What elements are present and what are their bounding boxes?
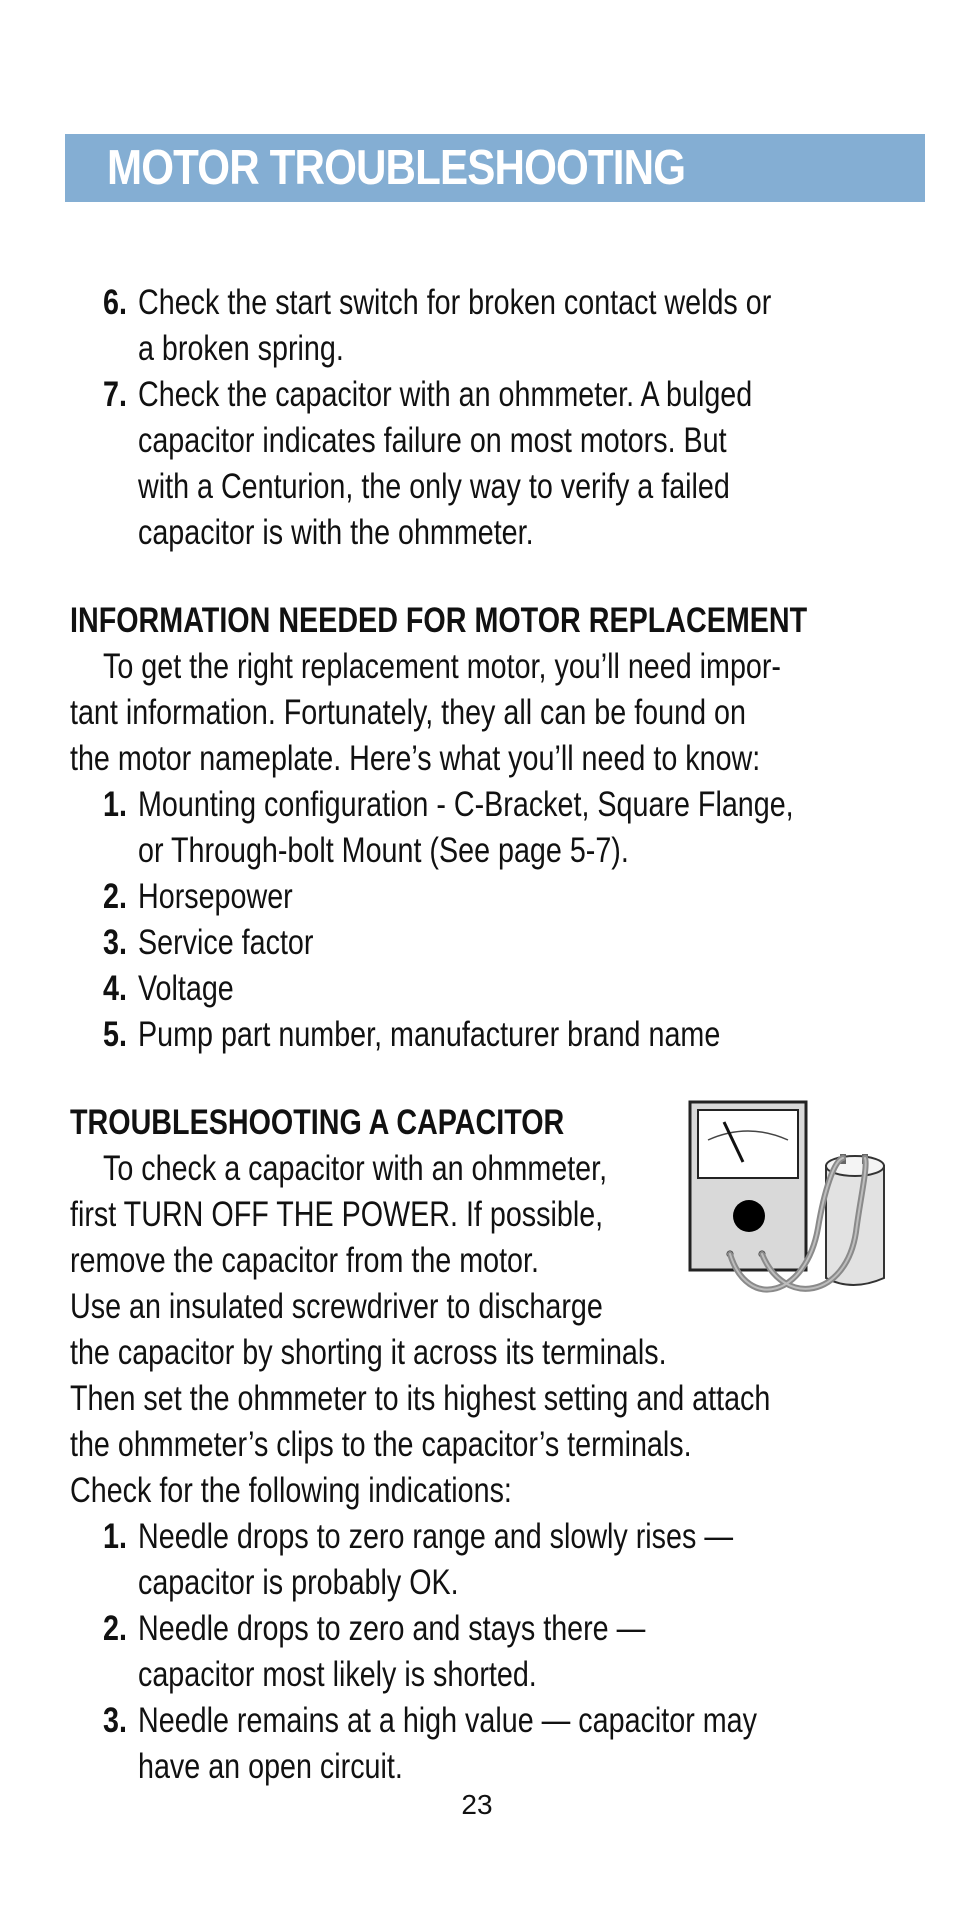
list-number: 6.: [103, 283, 127, 322]
paragraph-line: tant information. Fortunately, they all can be found on: [70, 693, 746, 732]
page-number: 23: [461, 1789, 493, 1820]
list-number: 2.: [103, 1609, 127, 1648]
list-number: 5.: [103, 1015, 127, 1054]
list-item-text: Needle remains at a high value — capacitor may: [138, 1701, 757, 1740]
list-item-text: Horsepower: [138, 877, 293, 916]
list-item-text: Needle drops to zero and stays there —: [138, 1609, 646, 1648]
list-number: 3.: [103, 1701, 127, 1740]
list-item-text: Check the capacitor with an ohmmeter. A bulged: [138, 375, 753, 414]
paragraph-line: the capacitor by shorting it across its terminals.: [70, 1333, 667, 1372]
ohmmeter-capacitor-illustration: [688, 1100, 888, 1300]
list-item-text: Pump part number, manufacturer brand name: [138, 1015, 721, 1054]
selector-knob: [733, 1200, 765, 1232]
list-item-text: have an open circuit.: [138, 1747, 403, 1786]
meter-display: [698, 1110, 798, 1178]
list-item-text: with a Centurion, the only way to verify a failed: [138, 467, 730, 506]
paragraph-line: To check a capacitor with an ohmmeter,: [103, 1149, 608, 1188]
list-number: 1.: [103, 1517, 127, 1556]
paragraph-line: first TURN OFF THE POWER. If possible,: [70, 1195, 604, 1234]
section-heading-capacitor: TROUBLESHOOTING A CAPACITOR: [70, 1103, 565, 1142]
section-banner: [65, 134, 925, 202]
list-item-text: Mounting configuration - C-Bracket, Square Flange,: [138, 785, 794, 824]
paragraph-line: Check for the following indications:: [70, 1471, 512, 1510]
list-item-text: Service factor: [138, 923, 314, 962]
list-item-text: or Through-bolt Mount (See page 5-7).: [138, 831, 629, 870]
section-heading-replacement: INFORMATION NEEDED FOR MOTOR REPLACEMENT: [70, 601, 808, 640]
paragraph-line: Use an insulated screwdriver to discharge: [70, 1287, 603, 1326]
list-item-text: Check the start switch for broken contact welds or: [138, 283, 772, 322]
list-number: 7.: [103, 375, 127, 414]
list-number: 4.: [103, 969, 127, 1008]
list-item-text: capacitor most likely is shorted.: [138, 1655, 537, 1694]
list-number: 2.: [103, 877, 127, 916]
paragraph-line: remove the capacitor from the motor.: [70, 1241, 539, 1280]
list-item-text: capacitor is probably OK.: [138, 1563, 459, 1602]
list-number: 1.: [103, 785, 127, 824]
paragraph-line: To get the right replacement motor, you’ll need impor-: [103, 647, 781, 686]
paragraph-line: the ohmmeter’s clips to the capacitor’s terminals.: [70, 1425, 692, 1464]
list-item-text: Needle drops to zero range and slowly rises —: [138, 1517, 734, 1556]
list-item-text: capacitor is with the ohmmeter.: [138, 513, 534, 552]
paragraph-line: the motor nameplate. Here’s what you’ll need to know:: [70, 739, 761, 778]
page-title: MOTOR TROUBLESHOOTING: [107, 141, 686, 195]
list-item-text: Voltage: [138, 969, 234, 1008]
list-item-text: capacitor indicates failure on most motors. But: [138, 421, 727, 460]
list-item-text: a broken spring.: [138, 329, 344, 368]
paragraph-line: Then set the ohmmeter to its highest setting and attach: [70, 1379, 771, 1418]
list-number: 3.: [103, 923, 127, 962]
